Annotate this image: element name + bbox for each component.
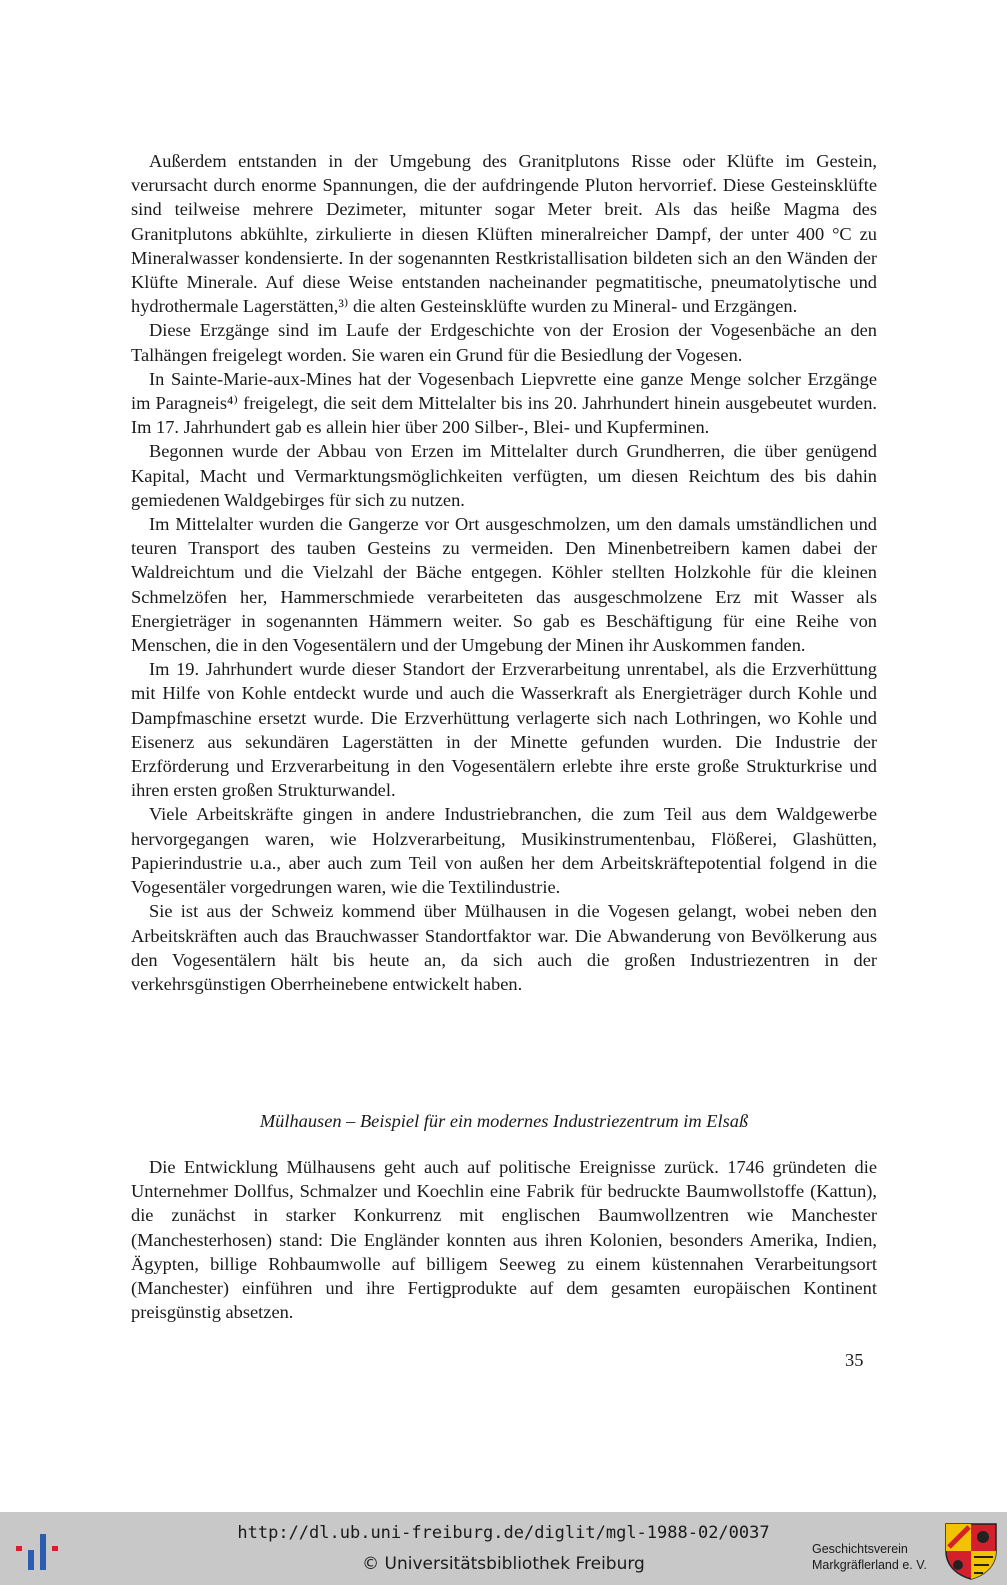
copyright-text: © Universitätsbibliothek Freiburg: [362, 1554, 645, 1574]
page-number: 35: [845, 1350, 864, 1370]
paragraph-8: Sie ist aus der Schweiz kommend über Mülhausen in die Vogesen gelangt, wobei neben den Arbeitskräften auch das Brauchwasser Standortfaktor war. Die Abwanderung von Bevölkerung aus den Vogesentälern hält bis heute an, da sich auch die großen Industriezentren in der verkehrsgünstigen Oberrheinebene entwickelt haben.: [131, 901, 877, 994]
paragraph-2: Diese Erzgänge sind im Laufe der Erdgeschichte von der Erosion der Vogesenbäche an den Talhängen freigelegt worden. Sie waren ein Grund für die Besiedlung der Vogesen.: [131, 320, 877, 365]
society-name: [812, 1541, 942, 1573]
section-body: [131, 1155, 877, 1324]
society-line-2: Markgräflerland e. V.: [812, 1558, 927, 1572]
paragraph-4: Begonnen wurde der Abbau von Erzen im Mittelalter durch Grundherren, die über genügend Kapital, Macht und Vermarktungsmöglichkeiten verfügten, um diesen Reichtum des bis dahin gemiedenen Waldgebirges für sich zu nutzen.: [131, 441, 877, 510]
section-paragraph: Die Entwicklung Mülhausens geht auch auf politische Ereignisse zurück. 1746 gründeten die Unternehmer Dollfus, Schmalzer und Koechlin eine Fabrik für bedruckte Baumwollstoffe (Kattun), die zunächst in starker Konkurrenz mit englischen Baumwollzentren wie Manchester (Manchesterhosen) stand: Die Engländer konnten aus ihren Kolonien, besonders Amerika, Indien, Ägypten, billige Rohbaumwolle auf billigem Seeweg zu einem küstennahen Verarbeitungsort (Manchester) einführen und ihre Fertigprodukte auf dem gesamten europäischen Kontinent preisgünstig absetzen.: [131, 1157, 877, 1323]
body-text: [131, 149, 877, 996]
paragraph-6: Im 19. Jahrhundert wurde dieser Standort der Erzverarbeitung unrentabel, als die Erzverhüttung mit Hilfe von Kohle entdeckt wurde und auch die Wasserkraft als Energieträger durch Kohle und Dampfmaschine ersetzt wurde. Die Erzverhüttung verlagerte sich nach Lothringen, wo Kohle und Eisenerz aus sekundären Lagerstätten in der Minette gefunden wurden. Die Industrie der Erzförderung und Erzverarbeitung in den Vogesentälern erlebte ihre erste große Strukturkrise und ihren ersten großen Strukturwandel.: [131, 659, 877, 801]
paragraph-7: Viele Arbeitskräfte gingen in andere Industriebranchen, die zum Teil aus dem Waldgewerbe hervorgegangen waren, wie Holzverarbeitung, Musikinstrumentenbau, Flößerei, Glashütten, Papierindustrie u.a., aber auch zum Teil von außen her dem Arbeitskräftepotential folgend in die Vogesentäler vorgedrungen waren, wie die Textilindustrie.: [131, 804, 877, 898]
society-line-1: Geschichtsverein: [812, 1542, 908, 1556]
paragraph-3: In Sainte-Marie-aux-Mines hat der Vogesenbach Liepvrette eine ganze Menge solcher Erzgänge im Paragneis⁴⁾ freigelegt, die seit dem Mittelalter bis ins 20. Jahrhundert hinein ausgebeutet wurden. Im 17. Jahrhundert gab es allein hier über 200 Silber-, Blei- und Kupferminen.: [131, 368, 877, 438]
paragraph-1: Außerdem entstanden in der Umgebung des Granitplutons Risse oder Klüfte im Gestein, verursacht durch enorme Spannungen, die der aufdringende Pluton hervorrief. Diese Gesteinsklüfte sind teilweise mehrere Dezimeter, mitunter sogar Meter breit. Als das heiße Magma des Granitplutons abkühlte, zirkulierte in diesen Klüften mineralreicher Dampf, der unter 400 °C zu Mineralwasser kondensierte. In der sogenannten Restkristallisation bildeten sich an den Wänden der Klüfte Minerale. Auf diese Weise entstanden nacheinander pegmatitische, pneumatolytische und hydrothermale Lagerstätten,³⁾ die alten Gesteinsklüfte wurden zu Mineral- und Erzgängen.: [131, 151, 877, 317]
section-heading: Mülhausen – Beispiel für ein modernes Industriezentrum im Elsaß: [259, 1111, 749, 1131]
coat-of-arms-icon: [943, 1521, 999, 1581]
footer-bar: [0, 1512, 1007, 1585]
paragraph-5: Im Mittelalter wurden die Gangerze vor Ort ausgeschmolzen, um den damals umständlichen und teuren Transport des tauben Gesteins zu vermeiden. Den Minenbetreibern kamen dabei der Waldreichtum und die Vielzahl der Bäche entgegen. Köhler stellten Holzkohle für die kleinen Schmelzöfen her, Hammerschmiede verarbeiteten das ausgeschmolzene Erz mit Wasser als Energieträger in sogenannten Hämmern weiter. So gab es Beschäftigung für eine Reihe von Menschen, die in den Vogesentälern und der Umgebung der Minen ihr Auskommen fanden.: [131, 514, 877, 656]
document-url-link[interactable]: http://dl.ub.uni-freiburg.de/diglit/mgl-1988-02/0037: [237, 1523, 770, 1543]
